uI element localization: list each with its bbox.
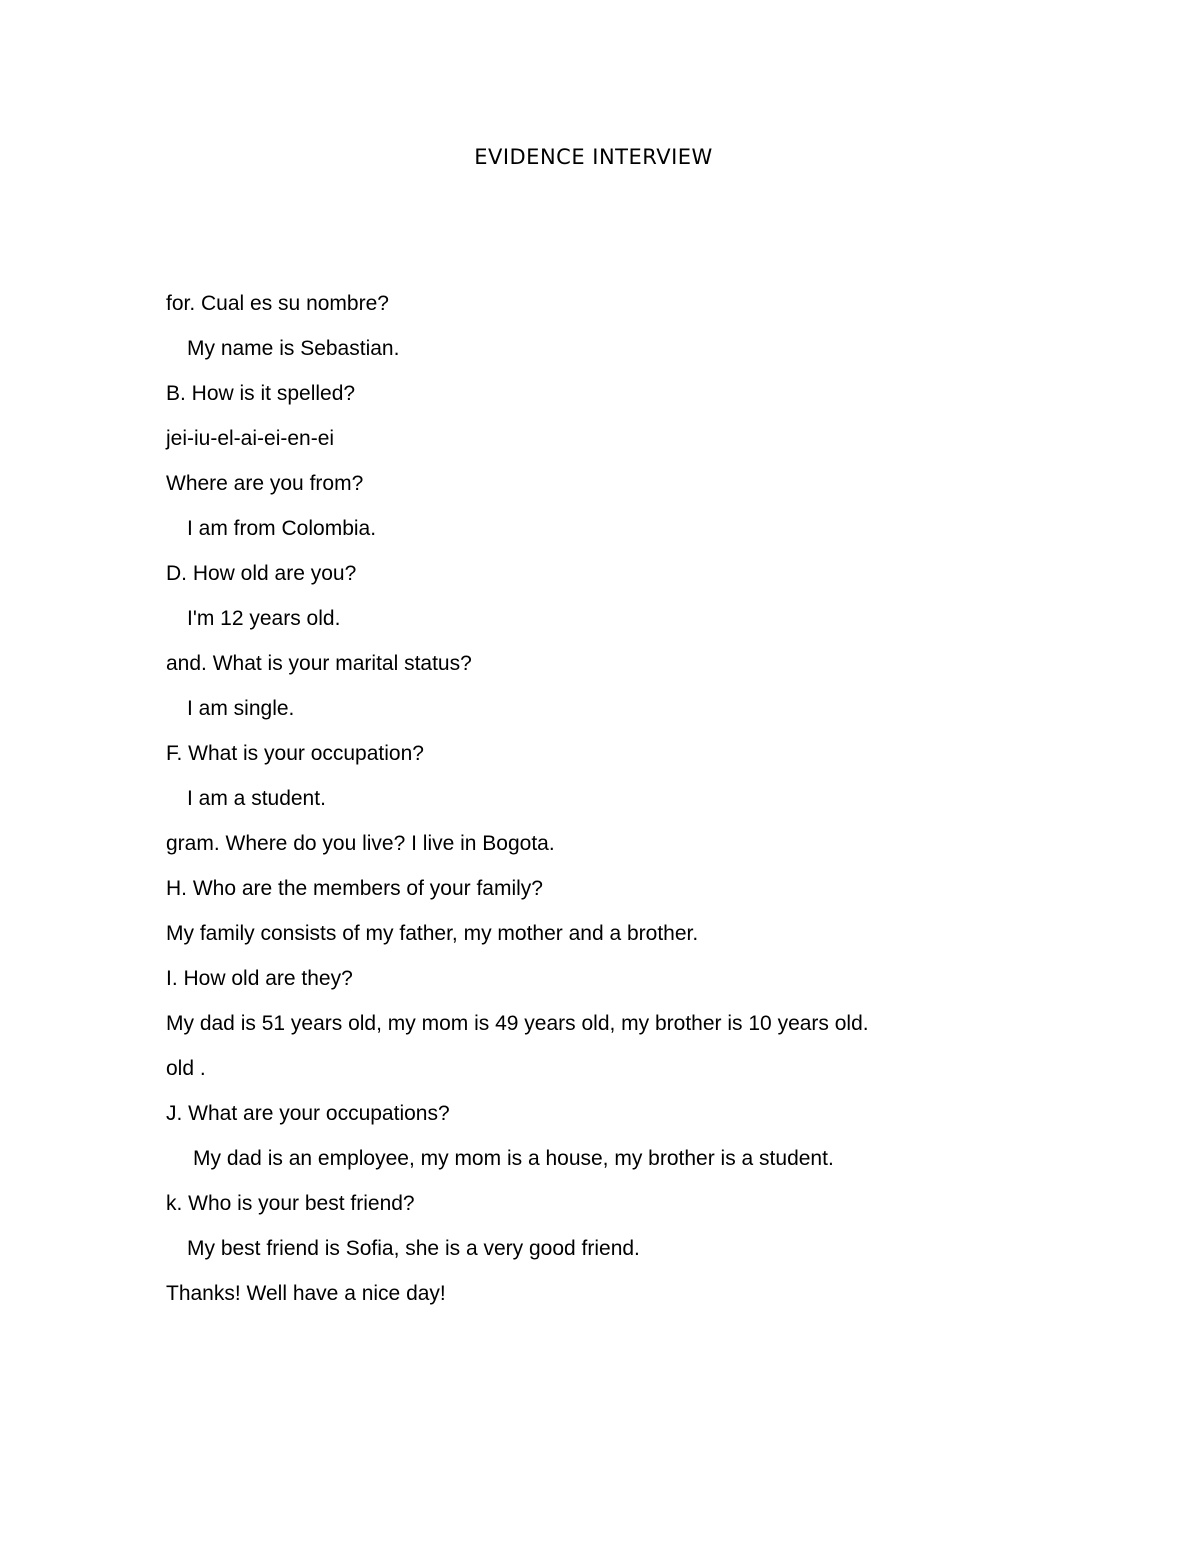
question-line: Where are you from? <box>166 472 364 495</box>
answer-line: My dad is an employee, my mom is a house, my brother is a student. <box>193 1147 834 1170</box>
question-line: gram. Where do you live? I live in Bogota. <box>166 832 555 855</box>
answer-line: I'm 12 years old. <box>187 607 341 630</box>
question-line: J. What are your occupations? <box>166 1102 450 1125</box>
question-line: k. Who is your best friend? <box>166 1192 415 1215</box>
answer-line: My dad is 51 years old, my mom is 49 years old, my brother is 10 years old. <box>166 1012 869 1035</box>
question-line: H. Who are the members of your family? <box>166 877 543 900</box>
answer-line: I am a student. <box>187 787 326 810</box>
question-line: D. How old are you? <box>166 562 357 585</box>
answer-line: My family consists of my father, my mother and a brother. <box>166 922 699 945</box>
question-line: B. How is it spelled? <box>166 382 356 405</box>
answer-line: My best friend is Sofia, she is a very good friend. <box>187 1237 640 1260</box>
closing-line: Thanks! Well have a nice day! <box>166 1282 446 1305</box>
answer-line: jei-iu-el-ai-ei-en-ei <box>166 427 335 450</box>
answer-line: I am from Colombia. <box>187 517 377 540</box>
answer-line: I am single. <box>187 697 295 720</box>
document-title: EVIDENCE INTERVIEW <box>474 145 713 169</box>
question-line: and. What is your marital status? <box>166 652 472 675</box>
document-body <box>166 281 1066 1316</box>
question-line: I. How old are they? <box>166 967 353 990</box>
question-line: F. What is your occupation? <box>166 742 424 765</box>
answer-line: My name is Sebastian. <box>187 337 400 360</box>
answer-line: old . <box>166 1057 206 1080</box>
question-line: for. Cual es su nombre? <box>166 292 389 315</box>
